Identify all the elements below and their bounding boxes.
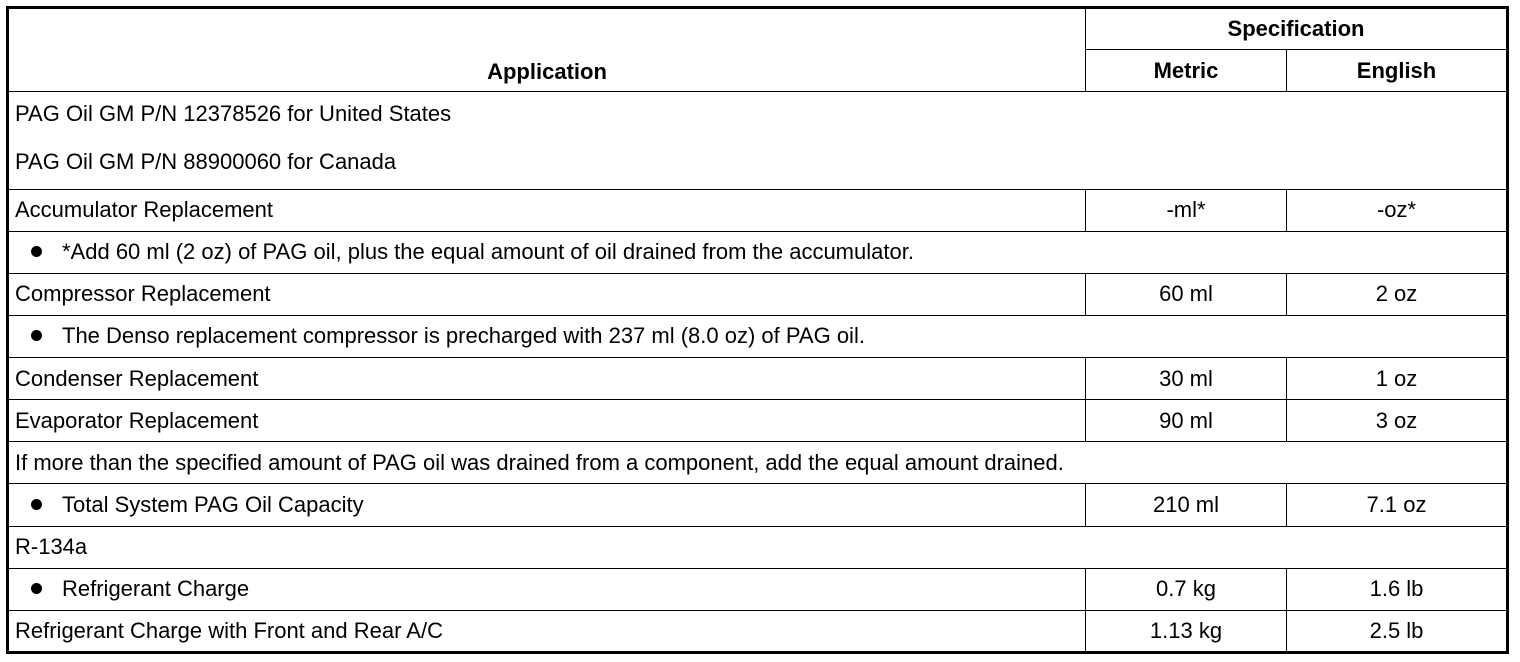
table-row [8, 610, 1508, 652]
application-cell: Condenser Replacement [8, 358, 1086, 400]
note-cell [8, 315, 1508, 357]
table-row [8, 189, 1508, 231]
metric-cell: 90 ml [1086, 400, 1287, 442]
specification-table [6, 6, 1509, 654]
header-application: Application [8, 8, 1086, 92]
table-row [8, 400, 1508, 442]
note-cell [8, 231, 1508, 273]
note-cell: R-134a [8, 526, 1508, 568]
metric-cell: 1.13 kg [1086, 610, 1287, 652]
table-row [8, 568, 1508, 610]
english-cell: 1 oz [1287, 358, 1508, 400]
application-cell: Compressor Replacement [8, 273, 1086, 315]
english-cell: 7.1 oz [1287, 484, 1508, 526]
intro-line-canada: PAG Oil GM P/N 88900060 for Canada [15, 149, 397, 175]
header-metric: Metric [1086, 50, 1287, 92]
table-row [8, 231, 1508, 273]
table-row [8, 442, 1508, 484]
english-cell: 2 oz [1287, 273, 1508, 315]
bullet-icon [31, 330, 42, 341]
note-cell: If more than the specified amount of PAG oil was drained from a component, add the equal amount drained. [8, 442, 1508, 484]
application-cell: Evaporator Replacement [8, 400, 1086, 442]
metric-cell: 30 ml [1086, 358, 1287, 400]
metric-cell: 0.7 kg [1086, 568, 1287, 610]
table-row [8, 315, 1508, 357]
table-row [8, 484, 1508, 526]
note-text: *Add 60 ml (2 oz) of PAG oil, plus the equal amount of oil drained from the accumulator. [62, 239, 914, 265]
english-cell: 2.5 lb [1287, 610, 1508, 652]
application-cell: Refrigerant Charge with Front and Rear A/C [8, 610, 1086, 652]
bullet-icon [31, 583, 42, 594]
application-cell [8, 484, 1086, 526]
table-row [8, 526, 1508, 568]
application-text: Refrigerant Charge [62, 576, 250, 602]
intro-cell [8, 92, 1508, 189]
application-cell [8, 568, 1086, 610]
intro-line-us: PAG Oil GM P/N 12378526 for United States [15, 101, 452, 127]
metric-cell: -ml* [1086, 189, 1287, 231]
metric-cell: 60 ml [1086, 273, 1287, 315]
metric-cell: 210 ml [1086, 484, 1287, 526]
application-cell: Accumulator Replacement [8, 189, 1086, 231]
header-english: English [1287, 50, 1508, 92]
bullet-icon [31, 499, 42, 510]
english-cell: -oz* [1287, 189, 1508, 231]
table-row [8, 273, 1508, 315]
application-text: Total System PAG Oil Capacity [62, 491, 364, 517]
english-cell: 3 oz [1287, 400, 1508, 442]
bullet-icon [31, 246, 42, 257]
table-row [8, 358, 1508, 400]
header-specification: Specification [1086, 8, 1508, 50]
english-cell: 1.6 lb [1287, 568, 1508, 610]
note-text: The Denso replacement compressor is precharged with 237 ml (8.0 oz) of PAG oil. [62, 323, 865, 349]
